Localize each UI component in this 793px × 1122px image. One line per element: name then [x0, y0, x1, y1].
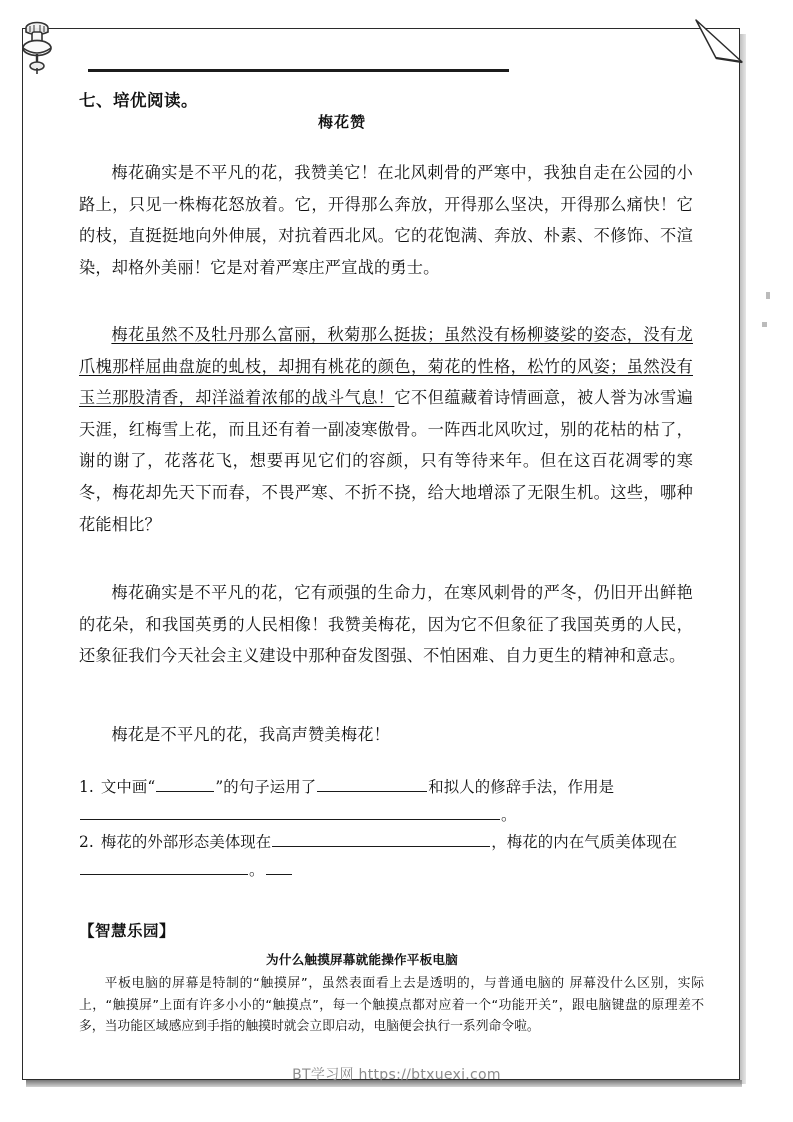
paragraph-text — [79, 319, 693, 540]
answer-blank-effect[interactable] — [80, 802, 500, 819]
answer-blank-inner-beauty[interactable] — [80, 857, 248, 874]
scan-speck — [762, 322, 767, 327]
pushpin-icon — [14, 18, 60, 80]
scan-speck — [766, 292, 770, 299]
paragraph-text: 梅花确实是不平凡的花，我赞美它！在北风刺骨的严寒中，我独自走在公园的小路上，只见一株梅花怒放着。它，开得那么奔放，开得那么坚决，开得那么痛快！它的枝，直挺挺地向外伸展，对抗着西北风。它的花饱满、奔放、朴素、不修饰、不渲染，却格外美丽！它是对着严寒庄严宣战的勇士。 — [79, 163, 693, 277]
question-text-b: ，梅花的内在气质美体现在 — [491, 833, 678, 851]
question-2 — [79, 829, 704, 884]
question-number: 1. — [79, 778, 94, 796]
top-divider-rule — [88, 69, 509, 72]
article-paragraph-2 — [79, 319, 693, 540]
folded-corner-icon — [694, 18, 744, 66]
worksheet-page — [22, 28, 740, 1080]
question-text-c: 和拟人的修辞手法，作用是 — [428, 778, 615, 796]
wisdom-park-body — [79, 973, 704, 1038]
question-line — [79, 829, 704, 884]
article-paragraph-1 — [79, 157, 693, 283]
answer-blank-rhetoric[interactable] — [317, 775, 427, 792]
question-number: 2. — [79, 833, 94, 851]
wisdom-park-title: 为什么触摸屏幕就能操作平板电脑 — [266, 952, 458, 967]
wisdom-park-heading: 【智慧乐园】 — [79, 922, 176, 940]
page-content — [23, 29, 741, 1081]
answer-blank-outer-beauty[interactable] — [272, 830, 490, 847]
article-paragraph-4 — [79, 719, 693, 751]
question-text-c: 。 — [249, 860, 265, 879]
question-text-d: 。 — [501, 805, 517, 824]
question-text-a: 文中画“ — [100, 778, 156, 796]
article-paragraph-3 — [79, 577, 693, 672]
watermark: BT学习网 https://btxuexi.com — [292, 1067, 501, 1083]
wisdom-park-paragraph: 平板电脑的屏幕是特制的“触摸屏”，虽然表面看上去是透明的，与普通电脑的 屏幕没什么区别，实际上，“触摸屏”上面有许多小小的“触摸点”，每一个触摸点都对应着一个“功能开关”，跟电脑键盘的原理差不多，当功能区域感应到手指的触摸时就会立即启动，电脑便会执行一系列命令啦。 — [79, 976, 704, 1034]
paragraph-remainder: 它不但蕴藏着诗情画意，被人誉为冰雪遍天涯，红梅雪上花，而且还有着一副凌寒傲骨。一阵西北风吹过，别的花枯的枯了，谢的谢了，花落花飞，想要再见它们的容颜，只有等待来年。但在这百花凋零的寒冬，梅花却先天下而春，不畏严寒、不折不挠，给大地增添了无限生机。这些，哪种花能相比？ — [79, 388, 693, 534]
paragraph-text: 梅花确实是不平凡的花，它有顽强的生命力，在寒风刺骨的严冬，仍旧开出鲜艳的花朵，和我国英勇的人民相像！我赞美梅花，因为它不但象征了我国英勇的人民，还象征我们今天社会主义建设中那种奋发图强、不怕困难、自力更生的精神和意志。 — [79, 583, 693, 666]
question-text-a: 梅花的外部形态美体现在 — [100, 833, 272, 851]
underlined-sentence: 梅花虽然不及牡丹那么富丽，秋菊那么挺拔；虽然没有杨柳婆娑的姿态，没有龙爪槐那样屈曲盘旋的虬枝，却拥有桃花的颜色，菊花的性格，松竹的风姿；虽然没有玉兰那股清香，却洋溢着浓郁的战斗气息！ — [79, 325, 693, 408]
question-1 — [79, 774, 704, 829]
question-text-b: ”的句子运用了 — [215, 778, 317, 796]
answer-blank-quote[interactable] — [156, 775, 214, 792]
section-heading: 七、培优阅读。 — [79, 91, 198, 110]
article-title: 梅花赞 — [317, 113, 366, 131]
answer-blank-tail[interactable] — [266, 857, 292, 874]
question-line — [79, 774, 704, 829]
paragraph-text: 梅花是不平凡的花，我高声赞美梅花！ — [111, 725, 390, 744]
